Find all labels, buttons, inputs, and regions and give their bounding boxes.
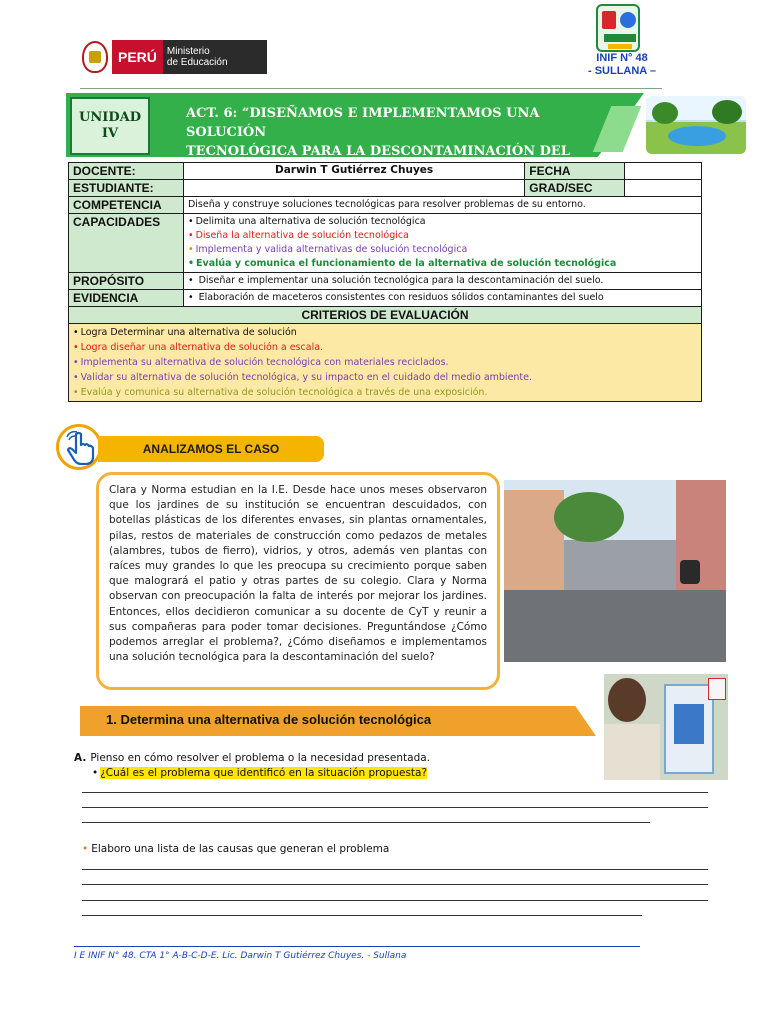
footer-text: I E INIF N° 48. CTA 1° A-B-C-D-E. Lic. Darwin T Gutiérrez Chuyes. - Sullana bbox=[74, 951, 407, 961]
answer-line[interactable] bbox=[82, 822, 650, 823]
section-1-title: 1. Determina una alternativa de solución tecnológica bbox=[106, 712, 432, 727]
case-text: Clara y Norma estudian en la I.E. Desde hace unos meses observaron que los jardines de su institución se encuentran descuidados, con botellas plásticas de los diferentes envases, sin plantas ornamentales, pilas, restos de materiales de construcción como pedazos de metales (alambres, tubos de fierro), vidrios, y otros, además ven plantas con raíces muy grandes lo que les preocupa su crecimiento porque saben que malogrará el patio y otras partes de su colegio. Clara y Norma observan con preocupación la falta de interés por mejorar los jardines. Entonces, ellos decidieron comunicar a su docente de CyT y reunir a sus compañeras para poder tomar decisiones. Preguntándose ¿Cómo podemos arreglar el problema?, ¿Cómo diseñamos e implementamos una solución tecnológica para la descontaminación del suelo? bbox=[109, 484, 487, 664]
criterio-item: • Implementa su alternativa de solución tecnológica con materiales reciclados. bbox=[73, 357, 449, 368]
hand-pointer-icon bbox=[56, 424, 102, 470]
estudiante-row bbox=[69, 180, 702, 197]
unit-number: IV bbox=[101, 126, 119, 141]
capacidades-label: CAPACIDADES bbox=[69, 214, 184, 273]
question-a-text: Pienso en cómo resolver el problema o la necesidad presentada. bbox=[90, 752, 431, 764]
grad-sec-value bbox=[625, 180, 702, 197]
question-b-text: Elaboro una lista de las causas que generan el problema bbox=[91, 843, 390, 855]
activity-title-line-2: TECNOLÓGICA PARA LA DESCONTAMINACIÓN DEL SUELO” bbox=[186, 144, 570, 178]
ministry-line-1: Ministerio bbox=[166, 46, 210, 57]
capacidad-item: • Diseña la alternativa de solución tecnológica bbox=[187, 230, 409, 241]
question-a bbox=[74, 752, 430, 764]
question-a-label: A. bbox=[74, 752, 87, 764]
capacidad-item: • Evalúa y comunica el funcionamiento de la alternativa de solución tecnológica bbox=[187, 258, 617, 269]
capacidad-item: • Delimita una alternativa de solución tecnológica bbox=[187, 216, 426, 227]
criterio-item: • Logra diseñar una alternativa de solución a escala. bbox=[73, 342, 324, 353]
peru-ministry-logo bbox=[82, 40, 267, 74]
answer-line[interactable] bbox=[82, 792, 708, 793]
fecha-label: FECHA bbox=[525, 163, 625, 180]
activity-title-line-1: ACT. 6: “DISEÑAMOS E IMPLEMENTAMOS UNA SOLUCIÓN bbox=[186, 106, 540, 140]
pond-illustration bbox=[646, 96, 746, 154]
docente-row bbox=[69, 163, 702, 180]
answer-line[interactable] bbox=[82, 807, 708, 808]
school-name bbox=[576, 52, 668, 78]
ministry-line-2: de Educación bbox=[166, 57, 228, 68]
activity-info-table bbox=[68, 162, 702, 402]
fecha-value bbox=[625, 163, 702, 180]
question-a-prompt: • ¿Cuál es el problema que identificó en la situación propuesta? bbox=[92, 767, 428, 779]
criterios-row bbox=[69, 324, 702, 402]
proposito-row bbox=[69, 273, 702, 290]
header-divider bbox=[80, 88, 662, 89]
evidencia-row bbox=[69, 290, 702, 307]
case-heading: ANALIZAMOS EL CASO bbox=[98, 436, 324, 462]
proposito-label: PROPÓSITO bbox=[69, 273, 184, 290]
evidencia-value: • Elaboración de maceteros consistentes con residuos sólidos contaminantes del suelo bbox=[183, 290, 701, 307]
docente-value: Darwin T Gutiérrez Chuyes bbox=[183, 163, 524, 180]
peru-crest-icon bbox=[82, 41, 108, 73]
competencia-label: COMPETENCIA bbox=[69, 197, 184, 214]
answer-line[interactable] bbox=[82, 884, 708, 885]
peru-label: PERÚ bbox=[112, 40, 163, 74]
competencia-row bbox=[69, 197, 702, 214]
answer-line[interactable] bbox=[82, 900, 708, 901]
school-street-photo bbox=[504, 480, 726, 662]
proposito-value: • Diseñar e implementar una solución tecnológica para la descontaminación del suelo. bbox=[183, 273, 701, 290]
footer-divider bbox=[74, 946, 640, 947]
unit-badge bbox=[70, 97, 150, 155]
school-logo-icon bbox=[596, 4, 640, 52]
capacidades-row bbox=[69, 214, 702, 273]
evidencia-label: EVIDENCIA bbox=[69, 290, 184, 307]
criterios-list bbox=[69, 324, 702, 402]
criterio-item: • Validar su alternativa de solución tecnológica, y su impacto en el cuidado del medio ambiente. bbox=[73, 372, 533, 383]
school-line-1: INIF N° 48 bbox=[596, 52, 648, 64]
answer-line[interactable] bbox=[82, 869, 708, 870]
criterios-header-row bbox=[69, 307, 702, 324]
capacidades-list bbox=[183, 214, 701, 273]
estudiante-value bbox=[183, 180, 524, 197]
school-line-2: - SULLANA – bbox=[587, 65, 657, 77]
question-a-highlight: ¿Cuál es el problema que identificó en la situación propuesta? bbox=[100, 767, 428, 779]
docente-label: DOCENTE: bbox=[69, 163, 184, 180]
case-text-box bbox=[96, 472, 500, 690]
criterio-item: • Logra Determinar una alternativa de solución bbox=[73, 327, 297, 338]
answer-line[interactable] bbox=[82, 915, 642, 916]
student-recycling-photo bbox=[604, 674, 728, 780]
unit-label: UNIDAD bbox=[79, 110, 141, 125]
criterios-header: CRITERIOS DE EVALUACIÓN bbox=[69, 307, 702, 324]
estudiante-label: ESTUDIANTE: bbox=[69, 180, 184, 197]
criterio-item: • Evalúa y comunica su alternativa de solución tecnológica a través de una exposición. bbox=[73, 387, 488, 398]
grad-sec-label: GRAD/SEC bbox=[525, 180, 625, 197]
question-b: • Elaboro una lista de las causas que generan el problema bbox=[82, 843, 390, 855]
competencia-value: Diseña y construye soluciones tecnológicas para resolver problemas de su entorno. bbox=[183, 197, 701, 214]
capacidad-item: • Implementa y valida alternativas de solución tecnológica bbox=[187, 244, 468, 255]
ministry-label bbox=[163, 40, 267, 74]
